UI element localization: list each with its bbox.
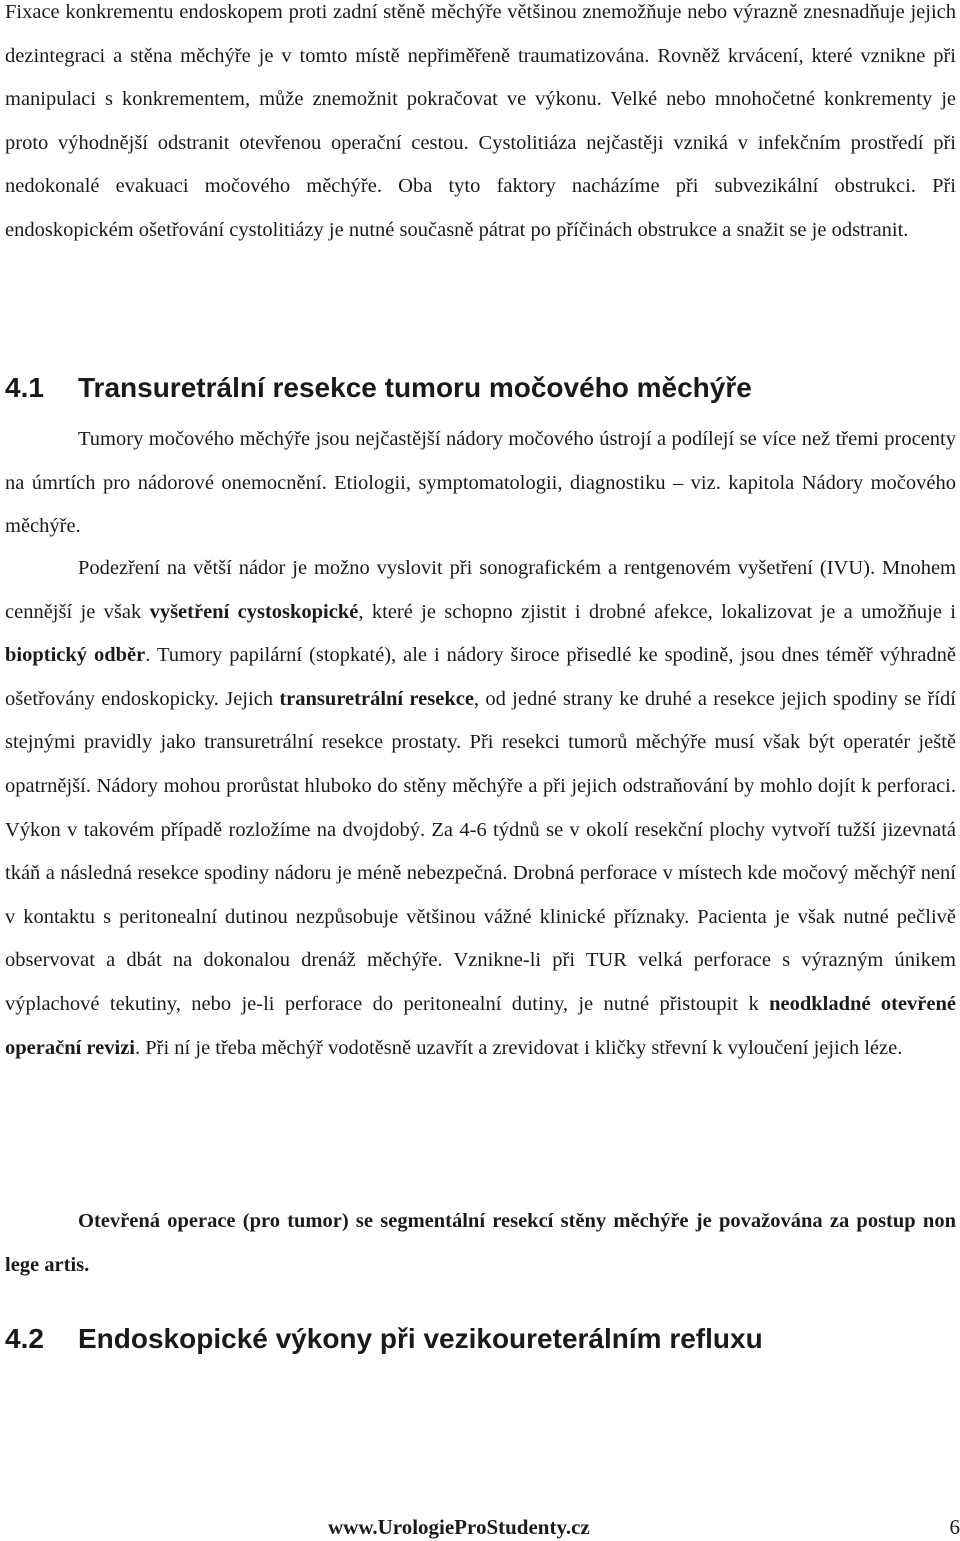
text-run: , od jedné strany ke druhé a resekce jejich spodiny se řídí stejnými pravidly jako transuretrální resekce prostaty. Při resekci tumorů měchýře musí však být operatér ještě opatrnější. Nádory mohou prorůstat hluboko do stěny měchýře a při jejich odstraňování by mohlo dojít k perforaci. Výkon v takovém případě rozložíme na dvojdobý. Za 4-6 týdnů se v okolí resekční plochy vytvoří tužší jizevnatá tkáň a následná resekce spodiny nádoru je méně nebezpečná. Drobná perforace v místech kde močový měchýř není v kontaktu s peritonealní dutinou nezpůsobuje většinou vážné klinické příznaky. Pacienta je však nutné pečlivě observovat a dbát na dokonalou drenáž měchýře. Vznikne-li při TUR velká perforace s výrazným únikem výplachové tekutiny, nebo je-li perforace do peritonealní dutiny, je nutné přistoupit k bbox=[5, 687, 956, 1015]
section-title: Transuretrální resekce tumoru močového měchýře bbox=[78, 372, 752, 403]
text-run: , které je schopno zjistit i drobné afekce, lokalizovat je a umožňuje i bbox=[358, 600, 956, 623]
bold-term: vyšetření cystoskopické bbox=[149, 600, 359, 623]
bold-term: bioptický odběr bbox=[5, 644, 146, 667]
section-title: Endoskopické výkony při vezikoureterálním refluxu bbox=[78, 1323, 763, 1354]
tumor-paragraph-3 bbox=[5, 1200, 956, 1287]
tumor-paragraph-2 bbox=[5, 547, 956, 1070]
bold-term: neodkladné otevřené operační revizi bbox=[5, 992, 956, 1059]
section-heading-4-1 bbox=[5, 371, 752, 405]
bold-term: transuretrální resekce bbox=[279, 687, 474, 710]
text-run: Podezření na větší nádor je možno vyslovit při sonografickém a rentgenovém vyšetření (IVU). Mnohem cennější je však bbox=[5, 557, 956, 623]
intro-paragraph: Fixace konkrementu endoskopem proti zadní stěně měchýře většinou znemožňuje nebo výrazně znesnadňuje jejich dezintegraci a stěna měchýře je v tomto místě nepřiměřeně traumatizována. Rovněž krvácení, které vznikne při manipulaci s konkrementem, může znemožnit pokračovat ve výkonu. Velké nebo mnohočetné konkrementy je proto výhodnější odstranit otevřenou operační cestou. Cystolitiáza nejčastěji vzniká v infekčním prostředí při nedokonalé evakuaci močového měchýře. Oba tyto faktory nacházíme při subvezikální obstrukci. Při endoskopickém ošetřování cystolitiázy je nutné současně pátrat po příčinách obstrukce a snažit se je odstranit. bbox=[5, 1, 956, 241]
page-number: 6 bbox=[949, 1515, 960, 1539]
section-number: 4.2 bbox=[5, 1323, 44, 1354]
footer-url: www.UrologieProStudenty.cz bbox=[328, 1515, 590, 1539]
tumor-paragraph-1: Tumory močového měchýře jsou nejčastější nádory močového ústrojí a podílejí se více než třemi procenty na úmrtích pro nádorové onemocnění. Etiologii, symptomatologii, diagnostiku – viz. kapitola Nádory močového měchýře. bbox=[5, 428, 956, 538]
text-run: . Tumory papilární (stopkaté), ale i nádory široce přisedlé ke spodině, jsou dnes téměř výhradně ošetřovány endoskopicky. Jejich bbox=[5, 644, 956, 710]
bold-statement: Otevřená operace (pro tumor) se segmentální resekcí stěny měchýře je považována za postup non lege artis. bbox=[5, 1210, 956, 1276]
section-heading-4-2 bbox=[5, 1322, 763, 1356]
section-number: 4.1 bbox=[5, 372, 44, 403]
text-run: . Při ní je třeba měchýř vodotěsně uzavřít a zrevidovat i kličky střevní k vyloučení jejich léze. bbox=[135, 1036, 903, 1059]
